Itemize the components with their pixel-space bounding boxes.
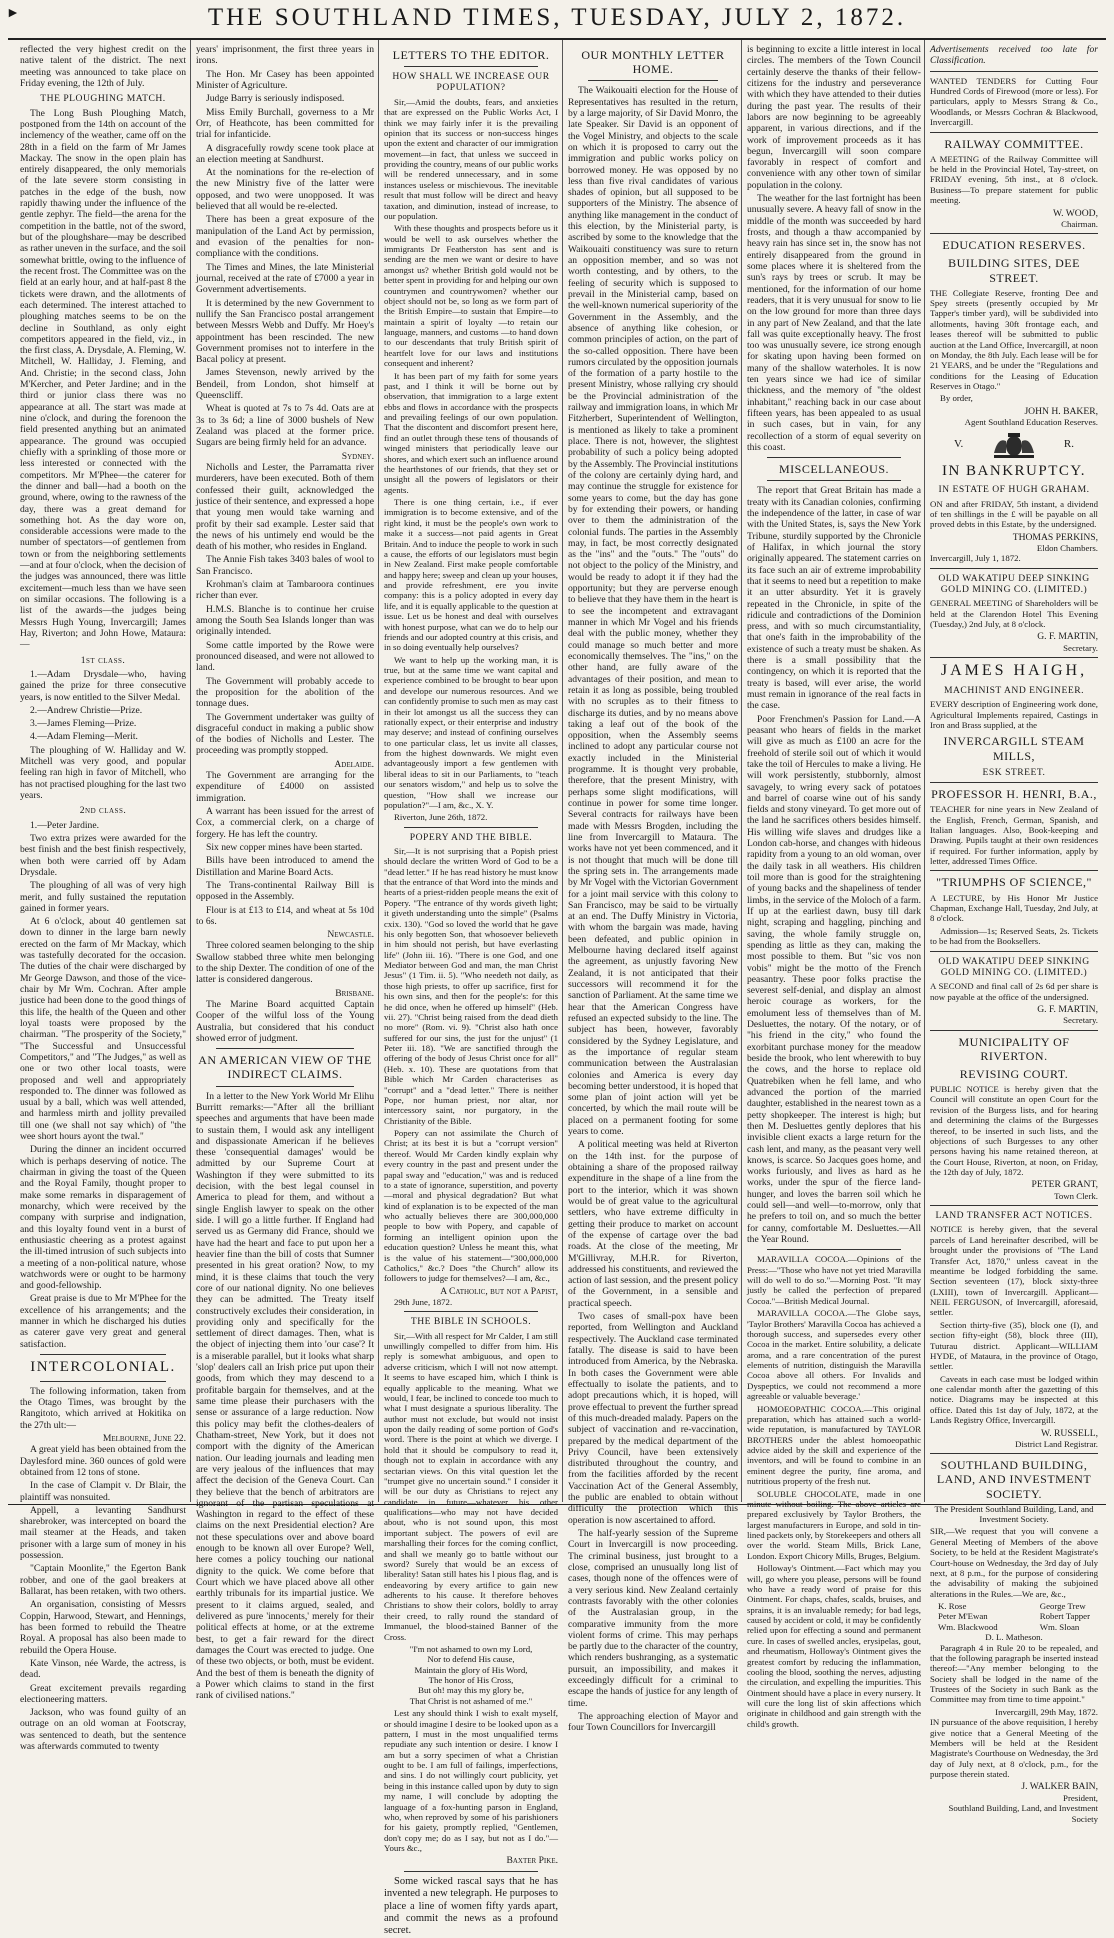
article-text: Flour is at £13 to £14, and wheat at 5s 10d to 6s. — [196, 904, 374, 927]
signatory-name: Wm. Blackwood — [938, 1621, 998, 1632]
article-text: Two extra prizes were awarded for the best finish and the best finish respectively, when both were carried off by Adam Drysdale. — [20, 832, 186, 878]
list-item: 3.—James Fleming—Prize. — [30, 718, 137, 730]
article-text: is beginning to excite a little interest in local circles. The members of the Town Council certainly deserve the thanks of their fellow-citizens for the industry and perseverance with which they have attended to their duties during the past year. The results of their labors are now beginning to be agreeably apparent, in various directions, and if the work of improvement proceeds as it has begun, Invercargill will soon compare favorably in respect of comfort and convenience with any other town of similar population in the colony. — [747, 44, 921, 191]
advertisement-text: PUBLIC NOTICE is hereby given that the Council will constitute an open Court for the revision of the Burgess lists, and for hearing and determining the claims of the Burgesses thereof, to be inserted in such lists, and the objections of such Burgesses to any other persons having his name retained thereon, at the Court House, Riverton, at noon, on Friday, the 12th day of July, 1872. — [930, 1084, 1098, 1178]
ad-signature: PETER GRANT, — [1031, 1179, 1098, 1191]
article-text: The Government undertaker was guilty of disgraceful conduct in making a public show of the bodies of Nicholls and Lester. The proceeding was promptly stopped. — [196, 711, 374, 757]
letter-title: THE BIBLE IN SCHOOLS. — [410, 1316, 532, 1328]
divider — [930, 1453, 1098, 1454]
article-text: The ploughing of all was of very high merit, and fully sustained the reputation gained in former years. — [20, 880, 186, 914]
article-text: A warrant has been issued for the arrest of Cox, a commercial clerk, on a charge of forgery. He has left the country. — [196, 806, 374, 840]
letter-text: There is one thing certain, i.e., if ever immigration is to become extensive, and of the right kind, it must be the people's own work to make it a success—not paid agents in Great Britain. And to induce the people to work in such a cause, the efforts of our legislators must begin in New Zealand. First make people comfortable and happy here; sweep and clean up your houses, and provide refreshment, ere you invite company: this is a policy adopted in every day life, and it is equally applicable to the question at issue. Let us be honest and deal with ourselves with honest purpose, what can we do to help our friends and our adopted country at this crisis, and in so doing eventually help ourselves? — [384, 497, 558, 653]
ad-heading: REVISING COURT. — [959, 1066, 1069, 1081]
article-text: Bills have been introduced to amend the Distillation and Marine Board Acts. — [196, 855, 374, 878]
ad-signature: THOMAS PERKINS, — [1012, 531, 1098, 543]
ad-signature: President, — [1063, 1792, 1098, 1803]
article-text: The report that Great Britain has made a treaty with its Canadian colonies, confirming the independence of the latter, in case of war with the United States, is, says the New York Tribune, sturdily supported by the Chronicle of Halifax, in which journal the story originally appeared. The statement carries on its face such an air of extreme improbability that it seems to need but a repetition to make it an utter absurdity. Yet it is gravely repeated in the Chronicle, in spite of the ridicule and contradictions of the Dominion press, and with so much circumstantiality, that one's faith in the improbability of the existence of such a treaty must be shaken. As there is a small possibility that the contingency, on which it is reported that the treaty is based, will ever arise, the world must remain in ignorance of the real facts in the case. — [747, 485, 921, 712]
ad-heading: IN BANKRUPTCY. — [941, 462, 1087, 479]
article-text: "Captain Moonlite," the Egerton Bank robber, and one of the gaol breakers at Ballarat, has been retaken, with two others. — [20, 1563, 186, 1597]
article-text: Jackson, who was found guilty of an outrage on an old woman at Footscray, was sentenced to death, but the sentence was afterwards commuted to twenty — [20, 1707, 186, 1753]
advertisement-text: TEACHER for nine years in New Zealand of the English, French, German, Spanish, and Italian languages. Also, Book-keeping and Drawing. Pupils taught at their own residences if required. For further information, apply by letter, addressed Times Office. — [930, 804, 1098, 867]
ad-heading: SOUTHLAND BUILDING, LAND, AND INVESTMENT SOCIETY. — [936, 1458, 1092, 1501]
advertisement-text: A MEETING of the Railway Committee will be held in the Provincial Hotel, Tay-street, on FRIDAY evening, 5th inst., at 8 o'clock. Business—To prepare statement for public meeting. — [930, 153, 1098, 206]
divider — [930, 132, 1098, 133]
divider — [40, 1354, 166, 1355]
list-item: 1.—Peter Jardine. — [30, 819, 100, 831]
article-text: The Government are arranging for the expenditure of £4000 on assisted immigration. — [196, 770, 374, 804]
column-2 — [196, 44, 374, 1702]
article-text: The Times and Mines, the late Ministerial journal, received at the rate of £7000 a year in Government advertisements. — [196, 261, 374, 296]
footer-rule — [8, 1504, 1106, 1505]
signatories — [938, 1601, 1090, 1632]
article-text: The Trans-continental Railway Bill is opposed in the Assembly. — [196, 879, 374, 903]
dateline: Brisbane. — [335, 987, 374, 999]
crest-letter: V. — [954, 438, 964, 451]
article-text: Some wicked rascal says that he has invented a new telegraph. He purposes to place a line of women fifty yards apart, and commit the news as a profound secret. — [384, 1875, 558, 1937]
advertisement-text: Section thirty-five (35), block one (I), and section fifty-eight (58), block three (III), Tuturau district. Applicant—WILLIAM HYDE, of Mataura, in the province of Otago, settler. — [930, 1319, 1098, 1372]
column-5 — [747, 44, 921, 1729]
signatory-name: Wm. Sloan — [1039, 1621, 1080, 1632]
ad-signature: G. F. MARTIN, — [1037, 1003, 1098, 1015]
column-divider — [378, 40, 379, 1502]
article-text: The Long Bush Ploughing Match, postponed from the 14th on account of the inclemency of the weather, came off on the 28th in a field on the farm of Mr James Mackay. The snow in the open plain has entirely disappeared, the only memorials of the late severe storm consisting in patches in the edge of the bush, now rapidly thawing under the influence of the gentle zephyr. The field—the arena for the competition in the battle, not of the sword, but of the ploughshare—may be described as rather uneven in the surface, and the soil somewhat brittle, owing to the influence of the recent frost. The Committee was on the field at an early hour, and at half-past 8 the tickets were drawn, and the allotments of each determined. The interest attached to ploughing matches seems to be on the decline in Southland, as only eight competitors appeared in the field, viz., in the first class, A. Drysdale, A. Fleming, W. Mitchell, W. Halliday, J. Fleming, and And. Christie; in the second class, John M'Kercher, and Peter Jardine; and in the third or junior class there was no appearance at all. The start was made at nine o'clock, and during the forenoon the field presented anything but an animated appearance. The ground was occupied chiefly with a sprinkling of those more or less interested or connected with the competitors. Mr M'Phee—the caterer for the dinner and ball—had a booth on the ground, where, owing to the rawness of the day, there was a great demand for something hot. As the day wore on, considerable accessions were made to the number of spectators—of gentlemen from town or from the neighboring settlements—and at four o'clock, when the decision of the judges was announced, there was little excitement—much less than we have seen on similar occasions. The following is a list of the awards—the judges being Messrs Hugh Young, Invercargill; James Hay, Riverton; and John Howe, Mataura:— — [20, 107, 186, 651]
section-heading: MISCELLANEOUS. — [778, 462, 889, 477]
article-text: The Hon. Mr Casey has been appointed Minister of Agriculture. — [196, 68, 374, 91]
column-divider — [562, 40, 563, 1502]
section-heading: AN AMERICAN VIEW OF THE INDIRECT CLAIMS. — [198, 1053, 372, 1082]
dateline: Sydney. — [341, 450, 374, 462]
article-text: The Annie Fish takes 3403 bales of wool to San Francisco. — [196, 554, 374, 577]
ad-subheading: INVERCARGILL STEAM MILLS, — [943, 734, 1085, 763]
letter-text: With these thoughts and prospects before us it would be well to ask ourselves whether the immigrants Dr Featherston has sent and is sending are the men we want or desire to have amongst us? whether British gold would not be better spent in providing for and helping our own countrymen and countrywomen? whether our object should not be, so long as we form part of the British Empire—to sustain that Empire—to maintain a spirit of loyalty —to retain our language, manners, and customs —to hand down to our descendants that truly British spirit of heartfelt love for our laws and institutions consequent and inherent? — [384, 223, 558, 369]
signatory-name: Robert Tapper — [1039, 1611, 1090, 1622]
advertisement-text: ON and after FRIDAY, 5th instant, a dividend of ten shillings in the £ will be payable on all proved debts in this Estate, by the undersigned. — [930, 498, 1098, 530]
article-text: The half-yearly session of the Supreme Court in Invercargill is now proceeding. The criminal business, just brought to a close, comprised an unusually long list of cases, though none of the offences were of a very serious kind. New Zealand certainly contrasts favorably with the other colonies of the Australasian group, in the comparative immunity from the more violent forms of crime. This may perhaps be partly due to the character of the country, which renders bushranging, as a systematic pursuit, an impossibility, and makes it exceedingly difficult for a criminal to escape the hands of justice for any length of time. — [568, 1528, 738, 1709]
advertisement-text: MARAVILLA COCOA.—Opinions of the Press:—"Those who have not yet tried Maravilla will do well to do so."—Morning Post. "It may justly be called the perfection of prepared Cocoa."—British Medical Journal. — [747, 1254, 921, 1306]
ad-heading: RAILWAY COMMITTEE. — [944, 136, 1084, 151]
list-item: 2.—Andrew Christie—Prize. — [30, 704, 143, 716]
advertisement-text: EVERY description of Engineering work done, Agricultural Implements repaired, Castings in Iron and Brass supplied, at the — [930, 699, 1098, 731]
advertisement-text: THE Collegiate Reserve, fronting Dee and Spey streets (presently occupied by Mr Tapper's timber yard), will be subdivided into allotments, having 30ft frontage each, and leases thereof will be submitted to public auction at the Land Office, Invercargill, at noon on Monday, the 8th July. Each lease will be for 21 YEARS, and be under the "Regulations and conditions for the Leasing of Education Reserves in Otago." — [930, 287, 1098, 392]
ad-heading: BUILDING SITES, DEE STREET. — [948, 256, 1080, 285]
article-text: Kate Vinson, née Warde, the actress, is dead. — [20, 1657, 186, 1681]
signatory-name: K. Rose — [938, 1601, 967, 1612]
poem-line: Nor to defend His cause, — [427, 1654, 515, 1665]
article-text: The following information, taken from the Otago Times, was brought by the Rangitoto, which arrived at Hokitika on the 27th ult:— — [20, 1385, 186, 1431]
advertisement-text: WANTED TENDERS for Cutting Four Hundred Cords of Firewood (more or less). For particulars, apply to Messrs Strang & Co., Woodlands, or Messrs Cochran & Blackwood, Invercargill. — [930, 75, 1098, 128]
divider — [767, 457, 901, 458]
ad-signature: J. WALKER BAIN, — [1021, 1781, 1098, 1793]
ad-subheading: ESK STREET. — [982, 766, 1046, 778]
advertisement-text: SIR,—We request that you will convene a General Meeting of Members of the above Society, to be held at the Resident Magistrate's Court-house on Wednesday, the 3rd day of July next, at 8 p.m., for the purpose of considering the advisability of making the subjoined alterations in the Rules.—We are, &c., — [930, 1526, 1098, 1599]
article-text: The ploughing of W. Halliday and W. Mitchell was very good, and popular feeling ran high in favor of Mitchell, who has not practised ploughing for the last two years. — [20, 744, 186, 801]
divider — [930, 71, 1098, 72]
dateline: Newcastle. — [327, 929, 374, 941]
column-divider — [741, 40, 742, 1502]
column-1 — [20, 44, 186, 1753]
ad-date: Invercargill, 29th May, 1872. — [995, 1706, 1098, 1717]
ad-subheading: IN ESTATE OF HUGH GRAHAM. — [938, 484, 1090, 496]
article-text: Three colored seamen belonging to the ship Swallow stabbed three white men belonging to the ship Dexter. The condition of one of the latter is considered dangerous. — [196, 940, 374, 986]
advertisement-text: A SECOND and final call of 2s 6d per share is now payable at the office of the undersigned. — [930, 981, 1098, 1002]
divider — [40, 1381, 166, 1382]
advertisement-text: SOLUBLE CHOCOLATE, made in one minute without boiling. The above articles are prepared exclusively by Taylor Brothers, the largest manufacturers in Europe, and sold in tin-lined packets only, by Storekeepers and others all over the world. Steam Mills, Brick Lane, London. Export Chicory Mills, Bruges, Belgium. — [747, 1488, 921, 1561]
ad-subheading: The President Southland Building, Land, and Investment Society. — [934, 1503, 1094, 1525]
advertisement-text: Caveats in each case must be lodged within one calendar month after the gazetting of this notice. Diagrams may be inspected at this office. Dated this 1st day of July, 1872, at the Lands Registry Office, Invercargill. — [930, 1373, 1098, 1426]
letter-text: Popery can not assimilate the Church of Christ; at its best it is but a "corrupt version" thereof. Would Mr Carden kindly explain why every country in the past and present under the papal sway and "education," was and is reduced to a state of ignorance, superstition, and poverty —moral and physical degradation? But what kind of explanation is to be expected of the man who actually believes there are 300,000,000 people to bow with Popery, and capable of forming an intelligent opinion upon the education question? Unless he meant this, what is the value of his statement—"300,000,000 Catholics," &c.? Does "the Church" allow its followers to judge for themselves?—I am, &c., — [384, 1128, 558, 1284]
letter-text: We want to help up the working man, it is true, but at the same time we want capital and experience combined to be brought to bear upon and develope our numerous resources. And we can confidently promise to such men as may cast in their lot amongst us all the success they can rationally expect, or their enterprise and industry may deserve; and instead of confining ourselves to one particular class, let us invite all classes, from the highest downwards. We might even advantageously import a few gentlemen with liberal ideas to sit in our Parliaments, to "teach our senators wisdom," and help us to solve the question, "How shall we increase our population?"—I am, &c., X. Y. — [384, 654, 558, 810]
divider — [930, 951, 1098, 952]
page-marker-icon: ► — [6, 6, 20, 21]
signatory-name: D. L. Matheson. — [985, 1632, 1043, 1643]
ad-signature: Secretary. — [1063, 642, 1098, 653]
divider — [930, 870, 1098, 871]
ad-signature: Southland Building, Land, and Investment Society — [948, 1803, 1098, 1824]
article-text: years' imprisonment, the first three years in irons. — [196, 44, 374, 67]
divider — [930, 1030, 1098, 1031]
advertisement-text: IN pursuance of the above requisition, I hereby give notice that a General Meeting of the Members will be held at the Resident Magistrate's Courthouse on Wednesday, the 3rd day of July next, at 8 o'clock, p.m., for the purpose therein stated. — [930, 1717, 1098, 1780]
ad-heading: PROFESSOR H. HENRI, B.A., — [931, 787, 1097, 802]
list-item: 1.—Adam Drysdale—who, having gained the prize for three consecutive years, is now entitled to the Silver Medal. — [20, 668, 186, 703]
ad-signature: Town Clerk. — [1054, 1190, 1098, 1201]
article-text: A disgracefully rowdy scene took place at an election meeting at Sandhurst. — [196, 142, 374, 165]
signatory-name: Peter M'Ewan — [938, 1611, 988, 1622]
article-text: The Marine Board acquitted Captain Cooper of the wilful loss of the Young Australia, but considered that his conduct showed error of judgment. — [196, 999, 374, 1044]
article-text: Appell, a levanting Sandhurst sharebroker, was intercepted on board the mail steamer at the Heads, and taken prisoner with a large sum of money in his possession. — [20, 1504, 186, 1562]
poem — [384, 1644, 558, 1706]
poem-line: That Christ is not ashamed of me." — [409, 1695, 533, 1706]
article-text: During the dinner an incident occurred which is perhaps deserving of notice. The chairman in giving the toast of the Queen and the Royal Family, thought proper to make some remarks in disparagement of monarchy, which were received by the company with surprise and indignation, and this loyalty found vent in a burst of enthusiastic cheering as a protest against the ill-timed intrusion of such subjects into a meeting of a non-political nature, whose watchwords were or ought to be harmony and good-fellowship. — [20, 1144, 186, 1292]
divider — [930, 1205, 1098, 1206]
divider — [767, 1249, 901, 1250]
ad-heading: "TRIUMPHS OF SCIENCE," — [936, 875, 1092, 890]
ad-order: By order, — [940, 393, 973, 404]
ad-signature: District Land Registrar. — [1015, 1438, 1098, 1449]
article-text: Six new copper mines have been started. — [206, 841, 363, 853]
article-text: A political meeting was held at Riverton on the 14th inst. for the purpose of obtaining a share of the proposed railway expenditure in the shape of a line from the port to the interior, which it was shown would be of great value to the agricultural settlers, who have extreme difficulty in getting their produce to market on account of the expense of cartage over the bad roads. At the close of the meeting, Mr M'Gillivray, M.H.R. for Riverton, addressed his constituents, and reviewed the action of last session, and the present policy of the Government, in a sensible and practical speech. — [568, 1139, 738, 1309]
letter-title: HOW SHALL WE INCREASE OUR POPULATION? — [392, 71, 550, 94]
ad-signature: W. RUSSELL, — [1041, 1427, 1098, 1439]
article-text: The Government will probably accede to the proposition for the abolition of the tonnage dues. — [196, 675, 374, 710]
divider — [588, 80, 718, 81]
article-text: In the case of Clampit v. Dr Blair, the plaintiff was nonsuited. — [20, 1480, 186, 1503]
letter-text: Sir,—It is not surprising that a Popish priest should declare the written Word of God to be a "dead letter." If he has read history he must know that the entrance of that Word into the minds and hearts of a priest-ridden people means the exit of Popery. "The entrance of thy words giveth light; it giveth understanding unto the simple" (Psalms cxix. 130). "God so loved the world that he gave his only begotten Son, that whosoever believeth in him should not perish, but have everlasting life" (John iii. 16). "There is one God, and one Mediator between God and man, the man Christ Jesus" (1 Tim. ii. 5). "Who needeth not daily, as those high priests, to offer up sacrifice, first for his own sins, and then for the people's: for this he did once, when he offered up himself" (Heb. vii. 27). "Christ being raised from the dead dieth no more" (Rom. vi. 9). "Christ also hath once suffered for our sins, the just for the unjust" (1 Peter iii. 18). "We are sanctified through the offering of the body of Jesus Christ once for all" (Heb. x. 10). These are quotations from that Bible which Mr Carden characterises as "corrupt" and a "dead letter." There is neither Pope, nor human priest, nor altar, nor intercessory saint, nor purgatory, in the Christianity of the Bible. — [384, 845, 558, 1126]
article-text: There has been a great exposure of the manipulation of the Land Act by permission, and evasion of the penalties for non-compliance with the conditions. — [196, 214, 374, 260]
column-6 — [930, 44, 1098, 1824]
poem-line: Maintain the glory of His Word, — [414, 1664, 528, 1675]
divider — [404, 1871, 538, 1872]
masthead-rule — [8, 38, 1106, 40]
royal-arms-icon — [990, 431, 1038, 459]
article-text: Great praise is due to Mr M'Phee for the excellence of his arrangements; and the manner in which he discharged his duties as caterer gave very great and general satisfaction. — [20, 1293, 186, 1350]
crest-letter: R. — [1063, 438, 1074, 451]
royal-crest — [954, 431, 1074, 459]
ad-signature: Chairman. — [1061, 218, 1098, 229]
ad-heading: LAND TRANSFER ACT NOTICES. — [935, 1210, 1093, 1222]
column-divider — [924, 40, 925, 1502]
letter-date: 29th June, 1872. — [394, 1297, 453, 1308]
letter-signature: Baxter Pike. — [506, 1855, 558, 1867]
ad-date: Invercargill, July 1, 1872. — [930, 553, 1021, 564]
ad-heading: OLD WAKATIPU DEEP SINKING GOLD MINING CO. (LIMITED.) — [938, 955, 1090, 978]
article-text: At the nominations for the re-election of the new Ministry five of the latter were opposed, and two were unopposed. It was believed that all would be re-elected. — [196, 167, 374, 213]
dateline: Adelaide. — [334, 758, 374, 770]
divider — [404, 827, 538, 828]
section-heading: LETTERS TO THE EDITOR. — [392, 48, 550, 62]
section-heading: INTERCOLONIAL. — [30, 1359, 176, 1375]
article-text: H.M.S. Blanche is to continue her cruise among the South Sea Islands longer than was originally intended. — [196, 603, 374, 638]
advertisement-text: Holloway's Ointment.—Fact which may you will, go where you please, persons will be found who have a ready word of praise for this Ointment. For chaps, chafes, scalds, bruises, and sprains, it is an invaluable remedy; for bad legs, caused by accident or cold, it may be confidently relied upon for effecting a sound and permanent cure. In cases of swelled ancles, erysipelas, gout, and rheumatism, Holloway's Ointment gives the greatest comfort by reducing the inflammation, cooling the blood, soothing the nerves, adjusting the circulation, and expelling the impurities. This Ointment should have a place in every nursery. It will cure the long list of skin affections which originate in childhood and gain strength with the child's growth. — [747, 1563, 921, 1729]
divider — [930, 782, 1098, 783]
poem-line: But oh! may this my glory be, — [418, 1685, 524, 1696]
article-text: Great excitement prevails regarding electioneering matters. — [20, 1682, 186, 1705]
letter-signature: A Catholic, but not a Papist, — [440, 1285, 558, 1297]
article-text: Krohman's claim at Tambaroora continues richer than ever. — [196, 579, 374, 602]
letter-title: POPERY AND THE BIBLE. — [409, 831, 533, 843]
ads-caption: Advertisements received too late for Classification. — [930, 44, 1098, 67]
article-text: Miss Emily Burchall, governess to a Mr Orr, of Heathcote, has been committed for trial for infanticide. — [196, 106, 374, 141]
article-text: A great yield has been obtained from the Daylesford mine. 360 ounces of gold were obtained from 12 tons of stone. — [20, 1444, 186, 1478]
masthead — [0, 0, 1114, 42]
divider — [216, 1086, 354, 1087]
divider — [930, 568, 1098, 569]
ad-heading: MUNICIPALITY OF RIVERTON. — [958, 1034, 1070, 1063]
divider — [930, 233, 1098, 234]
poem-line: The honor of His Cross, — [428, 1675, 514, 1686]
article-text: Poor Frenchmen's Passion for Land.—A peasant who hears of fields in the market will give as much as £100 an acre for the freehold of sterile soil out of which it would take the toil of Hercules to make a living. He will work persistently, stubbornly, almost savagely, to wring every sack of potatoes and barrel of coarse wine out of his sandy fields and stony vineyard. To get more out of the land he sacrifices others besides himself. His willing wife slaves and drudges like a London cab-horse, and changes with hideous rapidity from a young to an old woman, over the daily task in all weathers. His children toil more than is good for the straightening of young backs and the shapeliness of tender limbs, in the service of the Moloch of a farm. If up at the earliest dawn, busy till dark night, scraping and haggling, pinching and saving, the whole family struggle on, spending as little as they can, making the most possible to them. But "sic vos non vobis" might be the motto of the French peasantry. These poor folks practise the severest self-denial, and display an almost heroic courage as workers, for the emolument less of themselves than of M. Desluettes, the notary. Of the notary, or of "his friend in the city," who found the exorbitant purchase money for the meadow beside the brook, who lent wherewith to buy the cows, and the horse to replace old Quatrebiken when he fell lame, and who advanced the portion of the married daughter, established in the nearest town as a petty shopkeeper. The interest is high; but then M. Desluettes gently deplores that his invisible client exacts a large return for the cash lent, and many, as the peasant very well knows, is scarce. So Jacques goes home, and works furiously, and lives as hard as he works, under the spur of the fierce land-hunger, and loves the barren soil which he could sell—and well—to-morrow, only that he prefers to toil on, and so much the better for canny, comfortable M. Desluettes.—All the Year Round. — [747, 713, 921, 1246]
newspaper-title: THE SOUTHLAND TIMES, TUESDAY, JULY 2, 1872. — [207, 4, 907, 31]
divider — [216, 1048, 354, 1049]
dateline: Melbourne, June 22. — [102, 1432, 186, 1444]
letter-text: Sir,—With all respect for Mr Calder, I am still unwillingly compelled to differ from him. His reply is somewhat ambiguous, and open to adverse criticism, which I will not now attempt. It seems to have escaped him, which I think is equally applicable to the meaning. What we would, I fear, be inclined to concede too much to what I must designate a spurious liberality. The author must not exclude, but would not insist upon the daily reading of some portion of God's word. There is the point at which we diverge. I hold that it should be compulsory to read it, though not to explain in accordance with any sectarian views. On this vital question let the "trumpet give no uncertain sound." I consider it will be our duty as Christians to reject any candidate in future—whatever his other qualifications—who may not have decided about, who is not sound upon, this most important subject. The powers of evil are marshalling their forces for the coming conflict, and shall we meanly go to battle without our sword? Surely that would be an excess of liberality! Satan still hates his l pious flag, and is endeavoring by every artifice to gain new adherents to his cause. It therefore behoves Christians to show their colors, boldly to array their creed, to rally round the standard of Immanuel, the blood-stained Banner of the Cross. — [384, 1330, 558, 1642]
article-text: In a letter to the New York World Mr Elihu Burritt remarks:—"After all the brilliant speeches and arguments that have been made to sustain them, I would ask any intelligent and dispassionate American if he believes these 'consequential damages' would be admitted by our Supreme Court at Washington if they were submitted to its decision, with the best legal counsel in America to plead for them, and without a single English lawyer to speak on the other side. I will go a little further. If England had served us as Germany did France, should we have had the heart and face to put upon her a heavier fine than the bill of costs that Sumner presented in his great oration? Now, to my mind, it is these claims that touch the very core of our national dignity. No one believes they can be admitted. The Treaty itself constructively excludes their consideration, in providing only and specifically for the settlement of direct damages. Then, what is the object of injecting them into 'our case'? It is a miserable parallel, but it looks what sharp 'slop' dealers call an Irish price put upon their goods, from which they may descend to a profitable bargain for themselves, and at the same time please their purchasers with the sense or assurance of a large reduction. Now this policy may befit the clothes-dealers of Chatham-street, New York, but it does not comport with the dignity of the American nation. Our leading journals and leading men are very jealous of the influences that may affect the decision of the Geneva Court. Can they believe that the bench of arbitrators are ignorant of the partisan speculations at Washington in regard to the effect of these claims on the next Presidential election? Are not these speculations over and above board enough to be known all over Europe? Well, here comes a policy touching our national dignity to the quick. We come before that Court which we have placed above all other earthly tribunals for its impartial justice. We present to it claims argued, sealed, and delivered as pure 'innocents,' merely for their political effects at home, or at the extreme best, to get a fair reward for the direct damages the Court was erected to judge. One of these two objects, or both, must be evident. And the best of them is beneath the dignity of a Power which claims to stand in the first rank of civilised nations." — [196, 1090, 374, 1702]
article-text: The weather for the last fortnight has been unusually severe. A heavy fall of snow in the middle of the month was succeeded by hard frosts, and though a thaw accompanied by heavy rain has since set in, the snow has not entirely disappeared from the ground in some places where it is sheltered from the sun's rays by trees or scrub. It may be mentioned, for the information of our home readers, that it is very unusual for snow to lie on the low ground for more than three days in any part of New Zealand, and that the late fall was quite exceptionally heavy. The frost too was unusually severe, ice strong enough for skating upon having been formed on many of the shallow waterholes. It is now ten years since we had ice of similar thickness, and the memory of "the oldest inhabitant," reaching back in our case about fifteen years, has been appealed to as usual in such cases, but in vain, for any recollection of a storm of equal severity on this coast. — [747, 193, 921, 453]
column-4 — [568, 44, 738, 1734]
divider — [930, 657, 1098, 658]
ad-signature: W. WOOD, — [1052, 207, 1098, 219]
subheading: 1st class. — [80, 654, 126, 666]
letter-text: It has been part of my faith for some years past, and I think it will be borne out by observation, that immigration to a large extent ebbs and flows in accordance with the prospects and prevailing feelings of our own population. That the discontent and discomfort present here, find an outlet through these tens of thousands of winged ministers that periodically leave our shores, and which exert such an influence around the hearthstones of our friends, that they set or unsight all the powers of legislators or their agents. — [384, 370, 558, 495]
ad-signature: Eldon Chambers. — [1036, 542, 1098, 553]
article-text: Some cattle imported by the Rowe were pronounced diseased, and were not allowed to land. — [196, 639, 374, 674]
article-text: The Waikouaiti election for the House of Representatives has resulted in the return, by a large majority, of Sir David Monro, the late Speaker. Sir David is an opponent of the Vogel Ministry, and objects to the scale on which it is proposed to carry out the immigration and public works policy on borrowed money. He was opposed by no less than five rival candidates of various shades of opinion, but all supposed to be supporters of the Ministry. The absence of anything like management in the conduct of this election, by the Ministerial party, is ascribed by some to the knowledge that the Waikouaiti constituency was sure to return an opposition member, and so was not worth contesting, and by others, to the feeling of security which is supposed to prevail in the Ministerial camp, based on the well-known numerical superiority of the Government in the Assembly, and the absence of anything like cohesion, or common principles of action, on the part of the so-called opposition. There have been rumors circulated by the opposition journals of the formation of a party hostile to the present Ministry, whose rallying cry should be the Provincial administration of the railway and immigration loans, in which Mr Fitzherbert, Superintendent of Wellington, is mentioned as likely to take a prominent place. There is not, however, the slightest probability of such a policy being adopted by the Assembly. The Provincial institutions of the colony are certainly dying hard, and may continue the struggle for existence for some years to come, but the day has gone by for extending their powers, or handing over to them the administration of the colonial funds. The parties in the Assembly may, in fact, be most correctly designated as the "ins" and the "outs." The "outs" do not object to the policy of the Ministry, and would be ready to adopt it if they had the opportunity; but they are perverse enough to believe that they have them in the heart is to see the incompetent and extravagant manner in which Mr Vogel and his friends deal with the public money, whether they could manage so much better and more economically themselves. The "ins," on the other hand, are fully aware of the advantages of their position, and mean to retain it as long as possible, being troubled with no scruples as to their fitness to discharge its duties, and by no means above taking a leaf out of the book of the opposition, when the Assembly seems inclined to adopt any particular course not exactly included in the Ministerial programme. It is thought very probable, therefore, that the present Ministry, with perhaps some slight modifications, will continue in power for some time longer. Several contracts for railways have been made with Messrs Brogden, including the line from Invercargill to Mataura. The works have not yet been commenced, and it is not thought that much will be done till the spring sets in. The arrangements made by Mr Vogel with the Victorian Government for a joint mail service with this colony to San Francisco, may be said to be virtually at an end. The Duffy Ministry in Victoria, with whom the bargain was made, having been defeated, and public opinion in Melbourne having declared itself against the agreement, as unjustly favoring New Zealand, it is not anticipated that their successors will recommend it for the sanction of Parliament. At the same time we hear that the American Congress have refused an expected subsidy to the line. The subject has been, however, favorably considered by the Sydney Legislature, and as the importance of regular steam communication between the Australasian colonies and America is every day becoming better understood, it is hoped that some plan of joint action will yet be concerted, by which the mail route will be placed on a permanent footing for some years to come. — [568, 85, 738, 1138]
letter-text: Sir,—Amid the doubts, fears, and anxieties that are expressed on the Public Works Act, I think we may fairly infer it is the prevailing opinion that its success or non-success hinges upon the extent and character of our immigration movement—in fact, that unless we succeed in providing the country, means of our public works will be rendered unnecessary, and in some instances useless or mischievous. The inevitable result that must follow will be direct and heavy taxation, and diminution, instead of increase, to our population. — [384, 96, 558, 221]
ad-signature: Secretary. — [1063, 1015, 1098, 1026]
subheading: 2nd class. — [79, 805, 127, 817]
article-text: Judge Barry is seriously indisposed. — [206, 93, 345, 105]
section-heading: THE PLOUGHING MATCH. — [40, 93, 166, 105]
ad-signature: G. F. MARTIN, — [1037, 631, 1098, 643]
article-text: James Stevenson, newly arrived by the Bendeil, from London, shot himself at Queenscliff. — [196, 367, 374, 402]
advertisement-text: Admission—1s; Reserved Seats, 2s. Tickets to be had from the Booksellers. — [930, 925, 1098, 947]
article-text: Nicholls and Lester, the Parramatta river murderers, have been executed. Both of them confessed their guilt, acknowledged the justice of their sentence, and expressed a hope that young men would take warning and profit by their sad example. Lester said that the news of his untimely end would be the death of his mother, who resides in England. — [196, 461, 374, 553]
divider — [767, 480, 901, 481]
advertisement-text: A LECTURE, by His Honor Mr Justice Chapman, Exchange Hall, Tuesday, 2nd July, at 8 o'clock. — [930, 892, 1098, 924]
advertisement-text: GENERAL MEETING of Shareholders will be held at the Clarendon Hotel This Evening (Tuesday,) 2nd July, at 8 o'clock. — [930, 598, 1098, 630]
poem-line: "I'm not ashamed to own my Lord, — [409, 1643, 533, 1654]
advertisement-text: NOTICE is hereby given, that the several parcels of Land hereinafter described, will be brought under the provisions of "The Land Transfer Act, 1870," unless caveat in the meantime be lodged forbidding the same. Section seventeen (17), block sixty-three (LXIII), town of Invercargill. Applicant—NEIL FERGUSON, of Invercargill, aforesaid, settler. — [930, 1224, 1098, 1318]
ad-heading: OLD WAKATIPU DEEP SINKING GOLD MINING CO. (LIMITED.) — [938, 572, 1090, 595]
advertisement-text: Paragraph 4 in Rule 20 to be repealed, and that the following paragraph be inserted instead thereof:—"Any member belonging to the Society shall be lodged in the name of the Trustees of the Society in such Bank as the Committee may from time to time appoint." — [930, 1642, 1098, 1705]
advertisement-text: HOMOEOPATHIC COCOA.—This original preparation, which has attained such a world-wide reputation, is manufactured by TAYLOR BROTHERS under the ablest homoeopathic advice aided by the skill and experience of the inventors, and will be found to combine in an eminent degree the purity, fine aroma, and nutritious property of the fresh nut. — [747, 1403, 921, 1487]
article-text: Wheat is quoted at 7s to 7s 4d. Oats are at 3s to 3s 6d; a line of 3000 bushels of New Zealand was placed at the former price. Sugars are being firmly held for an advance. — [196, 403, 374, 449]
ad-signature: JOHN H. BAKER, — [1024, 405, 1098, 417]
article-text: The approaching election of Mayor and four Town Councillors for Invercargill — [568, 1711, 738, 1734]
column-3 — [384, 44, 558, 1937]
ad-heading: EDUCATION RESERVES. — [942, 238, 1086, 253]
article-text: reflected the very highest credit on the native talent of the district. The next meeting was announced to take place on Friday evening, the 12th of July. — [20, 44, 186, 89]
letter-date: Riverton, June 26th, 1872. — [394, 812, 488, 823]
list-item: 4.—Adam Fleming—Merit. — [30, 731, 138, 743]
ad-signature: Agent Southland Education Reserves. — [964, 417, 1098, 428]
ad-subheading: MACHINIST AND ENGINEER. — [943, 685, 1085, 696]
article-text: It is determined by the new Government to nullify the San Francisco postal arrangement between Messrs Webb and Duffy. Mr Hoey's appointment has been rescinded. The new Government promises not to interfere in the Bacal policy at present. — [196, 297, 374, 366]
advertisement-text: MARAVILLA COCOA.—The Globe says, 'Taylor Brothers' Maravilla Cocoa has achieved a thorough success, and supersedes every other Cocoa in the market. Entire solubility, a delicate aroma, and a rare concentration of the purest elements of nutrition, distinguish the Maravilla Cocoa above all others. For Invalids and Dyspeptics, we could not recommend a more agreeable or valuable beverage.' — [747, 1308, 921, 1402]
section-heading: OUR MONTHLY LETTER HOME. — [581, 48, 725, 77]
ad-heading: JAMES HAIGH, — [940, 662, 1088, 680]
divider — [404, 66, 538, 67]
article-text: At 6 o'clock, about 40 gentlemen sat down to dinner in the large barn newly erected on the farm of Mr Mackay, which was tastefully decorated for the occasion. The duties of the chair were discharged by Mr George Dawson, and those of the vice-chair by Mr Wm. Cochran. After ample justice had been done to the good things of this life, the health of the Queen and other loyal toasts were proposed by the chairman. "The prosperity of the Society," "The Successful and Unsuccessful Competitors," and "The Judges," as well as one or two other local toasts, were proposed and well and appropriately responded to. The dinner was followed as usual by a ball, which was well attended, and harmless mirth and jollity prevailed till one (we shall not say which) of "the wee short hours ayont the twal." — [20, 916, 186, 1143]
signatory-name: George Trew — [1039, 1601, 1086, 1612]
letter-text: Lest any should think I wish to exalt myself, or should imagine I desire to be looked upon as a pattern, I must in the most unqualified terms repudiate any such intention or desire. I know I am but a sorry specimen of what a Christian ought to be. I am full of failings, imperfections, and sins. I do not willingly court publicity, yet being in this instance called upon by duty to sign my name, I will conclude by adopting the language of a fox-hunting parson in England, who, when reproved by some of his parishioners for his gaiety, promptly replied, "Gentlemen, don't copy me; do as I say, but not as I do."—Yours &c., — [384, 1708, 558, 1854]
article-text: An organisation, consisting of Messrs Coppin, Harwood, Stewart, and Hennings, has been formed to rebuild the Theatre Royal. A proposal has also been made to rebuild the Opera House. — [20, 1599, 186, 1656]
article-text: Two cases of small-pox have been reported, from Wellington and Auckland respectively. The Auckland case terminated fatally. The disease is said to have been introduced from America, by the Nebraska. In both cases the Government were able effectually to isolate the patients, and to adopt precautions which, it is hoped, will prove effectual to prevent the further spread of this much-dreaded malady. Papers on the subject of vaccination and re-vaccination, prepared by the medical department of the Privy Council, have been extensively distributed throughout the country, and from the facilities afforded by the recent Vaccination Act of the General Assembly, the public are enabled to obtain without difficulty the protection which this operation is now ascertained to afford. — [568, 1311, 738, 1526]
column-divider — [190, 40, 191, 1502]
divider — [404, 1311, 538, 1312]
